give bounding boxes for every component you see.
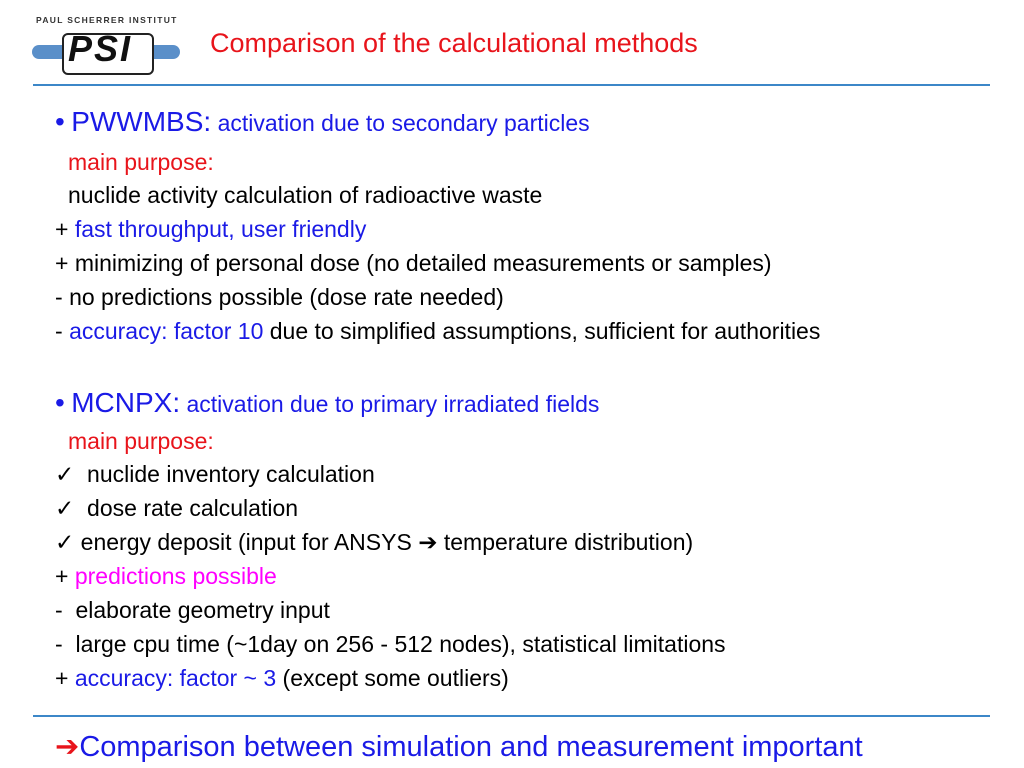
bullet: • [55, 106, 65, 137]
top-divider [33, 84, 990, 86]
item-sign: + [55, 250, 75, 276]
pwwmbs-item-2 [55, 249, 772, 277]
item-text: predictions possible [74, 563, 277, 589]
pwwmbs-item-4 [55, 317, 820, 345]
mcnpx-item-4 [55, 664, 509, 692]
mcnpx-item-1 [55, 562, 277, 590]
conclusion [55, 729, 863, 764]
mcnpx-heading [55, 389, 599, 418]
check-icon: ✓ [55, 495, 75, 521]
mcnpx-desc: activation due to primary irradiated fields [186, 391, 600, 417]
check-text: dose rate calculation [74, 495, 299, 521]
logo-institute-name: PAUL SCHERRER INSTITUT [36, 15, 178, 25]
pwwmbs-desc: activation due to secondary particles [217, 110, 590, 136]
item-text: no predictions possible (dose rate needed) [69, 284, 504, 310]
item-sign: - [55, 597, 76, 623]
item-text: minimizing of personal dose (no detailed measurements or samples) [74, 250, 772, 276]
mcnpx-purpose-label: main purpose: [68, 428, 214, 454]
pwwmbs-name: PWWMBS: [71, 106, 212, 137]
check-icon: ✓ [55, 461, 75, 487]
psi-logo [30, 15, 180, 73]
item-text: elaborate geometry input [75, 597, 330, 623]
mcnpx-item-3 [55, 630, 726, 658]
item-emphasis: accuracy: factor 10 [69, 318, 264, 344]
mcnpx-check-3 [55, 528, 693, 556]
mcnpx-name: MCNPX: [71, 387, 181, 418]
bullet: • [55, 387, 65, 418]
arrow-right-icon: ➔ [418, 529, 438, 555]
mcnpx-item-2 [55, 596, 330, 624]
item-text: (except some outliers) [276, 665, 509, 691]
item-text: due to simplified assumptions, sufficient for authorities [263, 318, 821, 344]
bottom-divider [33, 715, 990, 717]
check-text-cont: temperature distribution) [437, 529, 694, 555]
item-sign: - [55, 318, 70, 344]
item-emphasis: accuracy: factor ~ 3 [74, 665, 277, 691]
item-sign: - [55, 631, 76, 657]
conclusion-text: Comparison between simulation and measurement important [79, 731, 863, 763]
item-sign: + [55, 665, 75, 691]
item-text: fast throughput, user friendly [74, 216, 367, 242]
pwwmbs-purpose: nuclide activity calculation of radioactive waste [68, 182, 543, 208]
mcnpx-check-2 [55, 494, 298, 522]
slide-title: Comparison of the calculational methods [210, 28, 698, 58]
item-sign: + [55, 563, 75, 589]
check-text: energy deposit (input for ANSYS [74, 529, 419, 555]
check-text: nuclide inventory calculation [74, 461, 375, 487]
item-sign: - [55, 284, 70, 310]
pwwmbs-heading [55, 108, 590, 137]
check-icon: ✓ [55, 529, 75, 555]
arrow-right-icon: ➔ [55, 731, 80, 763]
item-sign: + [55, 216, 75, 242]
logo-mark: PSI [68, 28, 133, 69]
pwwmbs-purpose-label: main purpose: [68, 149, 214, 175]
pwwmbs-item-1 [55, 215, 366, 243]
pwwmbs-item-3 [55, 283, 504, 311]
mcnpx-check-1 [55, 460, 375, 488]
item-text: large cpu time (~1day on 256 - 512 nodes), statistical limitations [75, 631, 726, 657]
